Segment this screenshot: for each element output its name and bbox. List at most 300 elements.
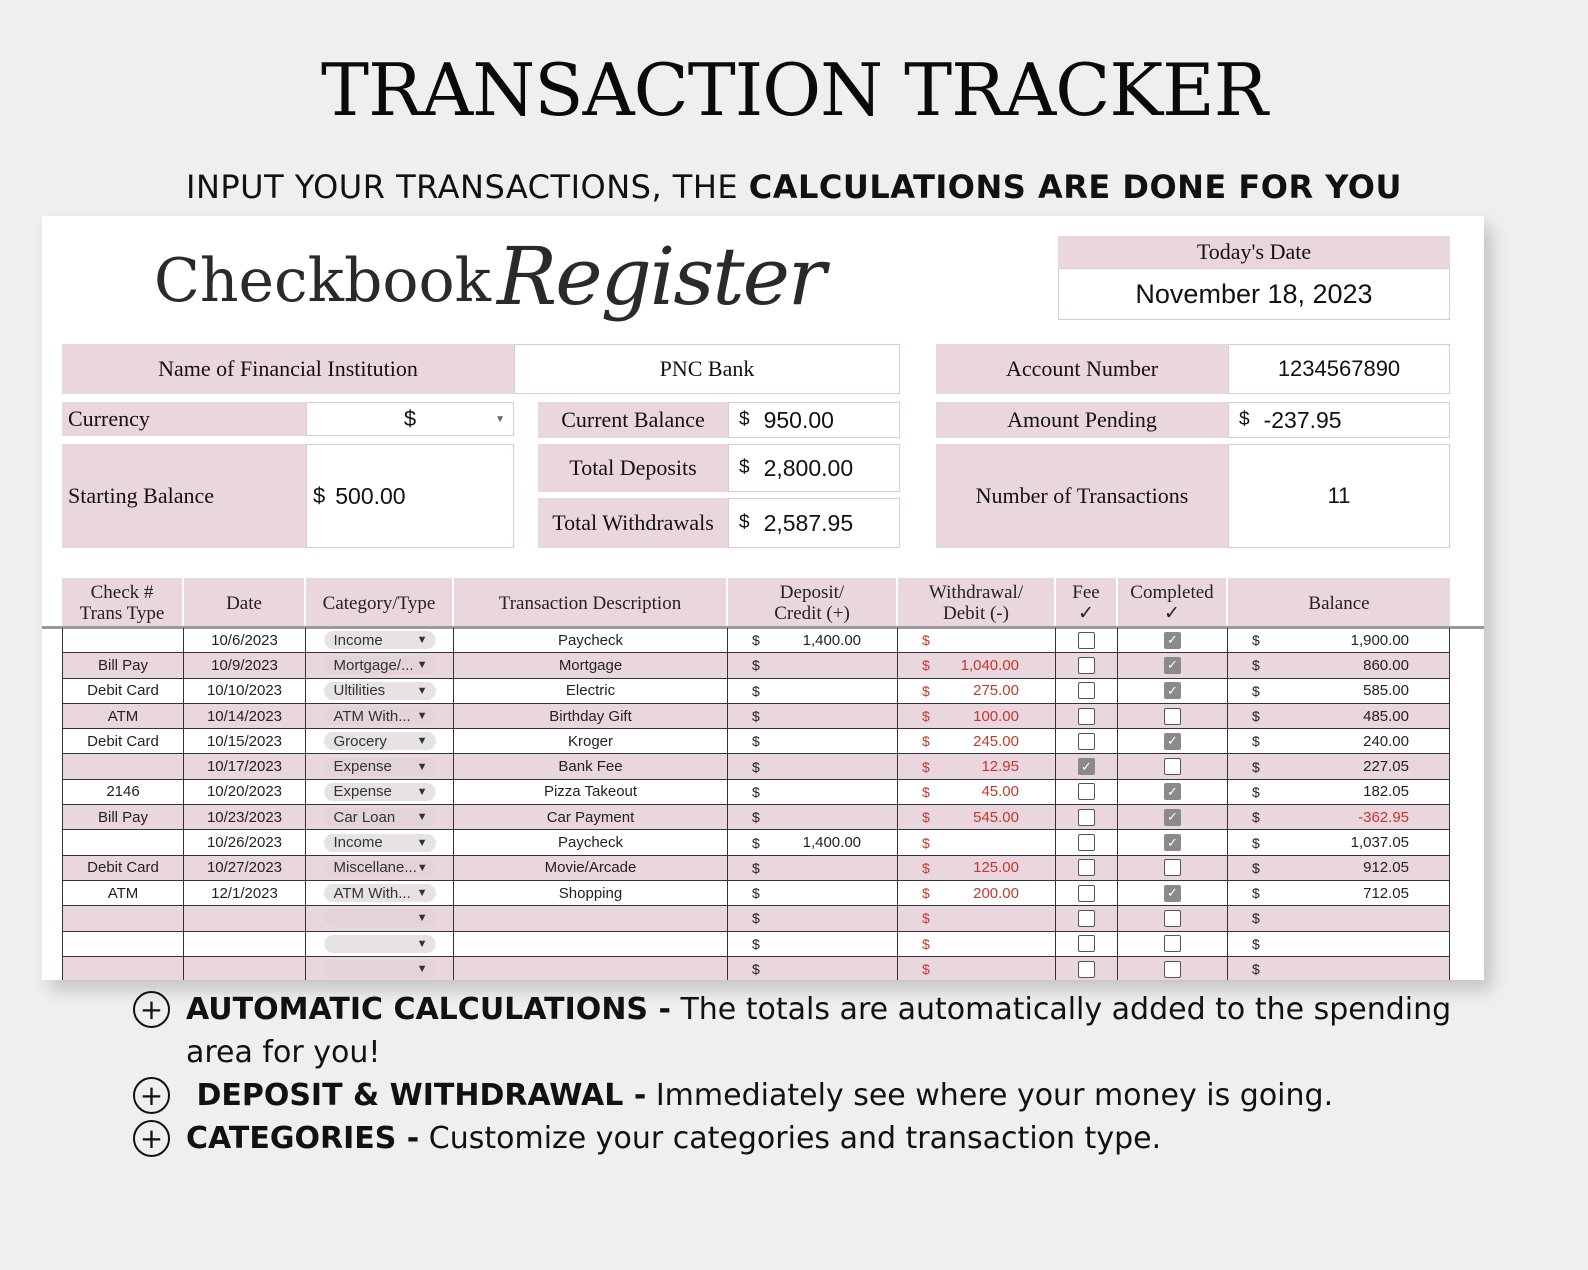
fee-checkbox[interactable]: ✓ (1078, 758, 1095, 775)
currency-symbol: $ (922, 783, 930, 800)
feature-text: The totals are automatically added to the spending area for you! (186, 992, 1452, 1070)
chevron-down-icon: ▼ (495, 413, 505, 425)
withdrawal-value: 12.95 (981, 758, 1019, 776)
currency-symbol: $ (752, 758, 760, 775)
fee-checkbox[interactable] (1078, 834, 1095, 851)
cell-balance[interactable] (1228, 957, 1450, 980)
cell-fee[interactable] (1056, 679, 1118, 703)
fee-checkbox[interactable] (1078, 632, 1095, 649)
current-balance-label: Current Balance (538, 402, 728, 438)
total-withdrawals-value (728, 498, 900, 548)
feature-deposit-withdrawal (133, 1074, 1473, 1117)
cell-completed[interactable] (1118, 932, 1228, 956)
col-withdrawal-line1: Withdrawal/ (928, 582, 1024, 603)
balance-value: 712.05 (1363, 884, 1409, 902)
cell-balance[interactable] (1228, 679, 1450, 703)
currency-symbol: $ (1239, 409, 1250, 430)
chevron-down-icon: ▼ (416, 684, 428, 697)
cell-date[interactable] (184, 679, 306, 703)
date-value: 10/9/2023 (211, 656, 278, 674)
cell-completed[interactable] (1118, 906, 1228, 930)
balance-value: 485.00 (1363, 707, 1409, 725)
cell-category[interactable] (306, 628, 454, 652)
cell-fee[interactable] (1056, 856, 1118, 880)
cell-deposit[interactable] (728, 830, 898, 854)
table-row (62, 856, 1450, 881)
cell-category[interactable] (306, 729, 454, 753)
table-row (62, 805, 1450, 830)
cell-check[interactable] (62, 856, 184, 880)
table-body (62, 628, 1450, 980)
category-dropdown[interactable] (324, 834, 436, 852)
total-withdrawals-label: Total Withdrawals (538, 498, 728, 548)
table-row (62, 653, 1450, 678)
cell-balance[interactable] (1228, 906, 1450, 930)
cell-balance[interactable] (1228, 830, 1450, 854)
withdrawal-value: 275.00 (973, 682, 1019, 700)
cell-fee[interactable] (1056, 881, 1118, 905)
col-date: Date (184, 578, 306, 628)
category-value: Income (333, 631, 383, 649)
currency-symbol: $ (1252, 935, 1260, 952)
cell-deposit[interactable] (728, 856, 898, 880)
currency-symbol: $ (922, 809, 930, 826)
current-balance-value (728, 402, 900, 438)
fee-checkbox[interactable] (1078, 708, 1095, 725)
chevron-down-icon: ▼ (416, 710, 428, 723)
category-dropdown[interactable] (324, 631, 436, 649)
chevron-down-icon: ▼ (416, 836, 428, 849)
cell-check[interactable] (62, 830, 184, 854)
cell-check[interactable] (62, 906, 184, 930)
cell-deposit[interactable] (728, 704, 898, 728)
currency-symbol: $ (752, 657, 760, 674)
withdrawal-value: 1,040.00 (960, 656, 1019, 674)
category-dropdown[interactable] (324, 859, 436, 877)
withdrawal-value: 100.00 (973, 707, 1019, 725)
starting-balance-value[interactable] (306, 444, 514, 548)
cell-date[interactable] (184, 780, 306, 804)
cell-description[interactable] (454, 856, 728, 880)
cell-description[interactable] (454, 628, 728, 652)
cell-category[interactable] (306, 780, 454, 804)
cell-check[interactable] (62, 679, 184, 703)
table-header (62, 578, 1450, 628)
fee-checkbox[interactable] (1078, 733, 1095, 750)
completed-checkbox[interactable] (1164, 758, 1181, 775)
currency-symbol: $ (922, 682, 930, 699)
cell-date[interactable] (184, 881, 306, 905)
plus-circle-icon: + (133, 991, 170, 1028)
cell-fee[interactable] (1056, 906, 1118, 930)
cell-fee[interactable] (1056, 932, 1118, 956)
cell-withdrawal[interactable] (898, 830, 1056, 854)
category-dropdown[interactable] (324, 935, 436, 953)
account-number-label: Account Number (936, 344, 1228, 394)
cell-deposit[interactable] (728, 881, 898, 905)
currency-symbol: $ (752, 733, 760, 750)
feature-bold: DEPOSIT & WITHDRAWAL - (186, 1078, 647, 1113)
cell-completed[interactable] (1118, 729, 1228, 753)
cell-completed[interactable] (1118, 780, 1228, 804)
description-value: Mortgage (558, 656, 623, 674)
fee-checkbox[interactable] (1078, 859, 1095, 876)
category-dropdown[interactable] (324, 884, 436, 902)
currency-symbol: $ (739, 409, 750, 430)
cell-description[interactable] (454, 957, 728, 980)
cell-description[interactable] (454, 754, 728, 778)
fee-checkbox[interactable] (1078, 783, 1095, 800)
currency-symbol: $ (922, 910, 930, 927)
completed-checkbox[interactable]: ✓ (1164, 682, 1181, 699)
category-dropdown[interactable] (324, 909, 436, 927)
category-value: Ultilities (333, 682, 386, 700)
total-deposits-amount: 2,800.00 (763, 454, 854, 481)
col-completed (1118, 578, 1228, 628)
completed-checkbox[interactable]: ✓ (1164, 733, 1181, 750)
cell-category[interactable] (306, 805, 454, 829)
cell-fee[interactable] (1056, 628, 1118, 652)
cell-date[interactable] (184, 932, 306, 956)
cell-completed[interactable] (1118, 679, 1228, 703)
cell-date[interactable] (184, 856, 306, 880)
currency-symbol: $ (922, 733, 930, 750)
cell-balance[interactable] (1228, 754, 1450, 778)
date-value: 10/14/2023 (206, 707, 283, 725)
description-value: Movie/Arcade (544, 859, 637, 877)
cell-balance[interactable] (1228, 704, 1450, 728)
cell-date[interactable] (184, 805, 306, 829)
cell-balance[interactable] (1228, 932, 1450, 956)
balance-value: 227.05 (1363, 758, 1409, 776)
balance-value: 240.00 (1363, 732, 1409, 750)
feature-automatic (133, 988, 1473, 1074)
withdrawal-value: 45.00 (981, 783, 1019, 801)
completed-checkbox[interactable]: ✓ (1164, 834, 1181, 851)
chevron-down-icon: ▼ (416, 735, 428, 748)
completed-checkbox[interactable]: ✓ (1164, 885, 1181, 902)
col-deposit-line2: Credit (+) (774, 603, 850, 624)
cell-fee[interactable] (1056, 830, 1118, 854)
date-value: 10/10/2023 (206, 682, 283, 700)
cell-withdrawal[interactable] (898, 679, 1056, 703)
cell-withdrawal[interactable] (898, 932, 1056, 956)
balance-value: 860.00 (1363, 656, 1409, 674)
cell-balance[interactable] (1228, 780, 1450, 804)
withdrawal-value: 200.00 (973, 884, 1019, 902)
cell-withdrawal[interactable] (898, 628, 1056, 652)
fee-checkbox[interactable] (1078, 935, 1095, 952)
cell-deposit[interactable] (728, 729, 898, 753)
cell-withdrawal[interactable] (898, 906, 1056, 930)
table-row (62, 754, 1450, 779)
fee-checkbox[interactable] (1078, 910, 1095, 927)
currency-symbol: $ (1252, 834, 1260, 851)
fee-checkbox[interactable] (1078, 657, 1095, 674)
feature-bold: AUTOMATIC CALCULATIONS - (186, 992, 671, 1027)
cell-description[interactable] (454, 729, 728, 753)
currency-symbol: $ (1252, 910, 1260, 927)
cell-completed[interactable] (1118, 856, 1228, 880)
cell-check[interactable] (62, 754, 184, 778)
cell-check[interactable] (62, 704, 184, 728)
currency-symbol: $ (922, 657, 930, 674)
cell-completed[interactable] (1118, 754, 1228, 778)
table-row (62, 628, 1450, 653)
currency-symbol: $ (1252, 961, 1260, 977)
completed-checkbox[interactable] (1164, 910, 1181, 927)
col-completed-line1: Completed (1130, 582, 1214, 603)
cell-check[interactable] (62, 932, 184, 956)
deposit-value: 1,400.00 (802, 834, 861, 852)
category-value: Miscellane... (333, 859, 417, 877)
completed-checkbox[interactable] (1164, 708, 1181, 725)
cell-description[interactable] (454, 881, 728, 905)
currency-symbol: $ (922, 885, 930, 902)
todays-date-value[interactable]: November 18, 2023 (1058, 268, 1450, 320)
currency-symbol: $ (1252, 733, 1260, 750)
category-dropdown[interactable] (324, 682, 436, 700)
page-title: TRANSACTION TRACKER (321, 48, 1267, 132)
header-checkbook: Checkbook (154, 246, 492, 316)
amount-pending-amount: -237.95 (1263, 406, 1342, 433)
cell-check[interactable] (62, 805, 184, 829)
currency-symbol: $ (1252, 809, 1260, 826)
cell-check[interactable] (62, 881, 184, 905)
table-row (62, 729, 1450, 754)
cell-balance[interactable] (1228, 653, 1450, 677)
cell-completed[interactable] (1118, 805, 1228, 829)
check-value: Debit Card (87, 682, 159, 700)
cell-check[interactable] (62, 628, 184, 652)
cell-check[interactable] (62, 653, 184, 677)
cell-category[interactable] (306, 653, 454, 677)
currency-symbol: $ (313, 483, 326, 508)
num-transactions-label: Number of Transactions (936, 444, 1228, 548)
cell-category[interactable] (306, 830, 454, 854)
currency-symbol: $ (922, 834, 930, 851)
cell-description[interactable] (454, 679, 728, 703)
institution-label: Name of Financial Institution (62, 344, 514, 394)
num-transactions-value: 11 (1228, 444, 1450, 548)
cell-deposit[interactable] (728, 932, 898, 956)
category-dropdown[interactable] (324, 707, 436, 725)
col-deposit (728, 578, 898, 628)
withdrawal-value: 245.00 (973, 732, 1019, 750)
chevron-down-icon: ▼ (416, 785, 428, 798)
feature-categories (133, 1117, 1473, 1160)
cell-deposit[interactable] (728, 780, 898, 804)
cell-withdrawal[interactable] (898, 729, 1056, 753)
cell-description[interactable] (454, 653, 728, 677)
currency-symbol: $ (752, 809, 760, 826)
description-value: Pizza Takeout (543, 783, 638, 801)
col-description: Transaction Description (454, 578, 728, 628)
currency-value: $ (403, 406, 417, 431)
category-value: Expense (333, 783, 392, 801)
cell-category[interactable] (306, 906, 454, 930)
cell-date[interactable] (184, 830, 306, 854)
chevron-down-icon: ▼ (416, 937, 428, 950)
feature-text: Immediately see where your money is going. (646, 1078, 1334, 1113)
currency-symbol: $ (1252, 708, 1260, 725)
check-value: Bill Pay (97, 656, 149, 674)
cell-check[interactable] (62, 729, 184, 753)
table-row (62, 957, 1450, 980)
cell-description[interactable] (454, 906, 728, 930)
completed-checkbox[interactable] (1164, 961, 1181, 978)
cell-completed[interactable] (1118, 704, 1228, 728)
completed-checkbox[interactable]: ✓ (1164, 632, 1181, 649)
completed-checkbox[interactable]: ✓ (1164, 657, 1181, 674)
check-value: Bill Pay (97, 808, 149, 826)
cell-withdrawal[interactable] (898, 780, 1056, 804)
cell-fee[interactable] (1056, 729, 1118, 753)
category-dropdown[interactable] (324, 732, 436, 750)
cell-category[interactable] (306, 679, 454, 703)
cell-date[interactable] (184, 729, 306, 753)
category-dropdown[interactable] (324, 960, 436, 978)
completed-checkbox[interactable] (1164, 935, 1181, 952)
completed-checkbox[interactable]: ✓ (1164, 809, 1181, 826)
cell-description[interactable] (454, 830, 728, 854)
balance-value: 585.00 (1363, 682, 1409, 700)
completed-checkbox[interactable] (1164, 859, 1181, 876)
account-number-value[interactable]: 1234567890 (1228, 344, 1450, 394)
total-deposits-value (728, 444, 900, 492)
cell-balance[interactable] (1228, 729, 1450, 753)
currency-symbol: $ (1252, 783, 1260, 800)
chevron-down-icon: ▼ (416, 811, 428, 824)
cell-description[interactable] (454, 780, 728, 804)
chevron-down-icon: ▼ (416, 861, 428, 874)
cell-fee[interactable] (1056, 704, 1118, 728)
currency-symbol: $ (922, 632, 930, 649)
cell-deposit[interactable] (728, 679, 898, 703)
deposit-value: 1,400.00 (802, 631, 861, 649)
cell-deposit[interactable] (728, 957, 898, 980)
subtitle-normal: INPUT YOUR TRANSACTIONS, THE (186, 168, 749, 206)
cell-withdrawal[interactable] (898, 653, 1056, 677)
balance-value: 1,900.00 (1350, 631, 1409, 649)
cell-withdrawal[interactable] (898, 805, 1056, 829)
cell-deposit[interactable] (728, 628, 898, 652)
col-fee-check-icon: ✓ (1078, 603, 1094, 624)
cell-withdrawal[interactable] (898, 704, 1056, 728)
category-dropdown[interactable] (324, 808, 436, 826)
cell-fee[interactable] (1056, 957, 1118, 980)
cell-fee[interactable] (1056, 653, 1118, 677)
description-value: Shopping (558, 884, 623, 902)
currency-symbol: $ (752, 632, 760, 649)
cell-withdrawal[interactable] (898, 881, 1056, 905)
category-value: Income (333, 834, 383, 852)
cell-completed[interactable] (1118, 628, 1228, 652)
date-value: 10/15/2023 (206, 732, 283, 750)
currency-symbol: $ (752, 935, 760, 952)
cell-date[interactable] (184, 957, 306, 980)
cell-category[interactable] (306, 704, 454, 728)
cell-withdrawal[interactable] (898, 754, 1056, 778)
cell-description[interactable] (454, 932, 728, 956)
currency-symbol: $ (752, 885, 760, 902)
completed-checkbox[interactable]: ✓ (1164, 783, 1181, 800)
balance-value: -362.95 (1358, 808, 1409, 826)
starting-balance-label: Starting Balance (62, 444, 306, 548)
current-balance-amount: 950.00 (763, 406, 834, 433)
cell-completed[interactable] (1118, 957, 1228, 980)
check-value: ATM (107, 884, 139, 902)
category-dropdown[interactable] (324, 758, 436, 776)
cell-date[interactable] (184, 704, 306, 728)
fee-checkbox[interactable] (1078, 961, 1095, 978)
cell-date[interactable] (184, 653, 306, 677)
currency-symbol: $ (922, 961, 930, 977)
cell-deposit[interactable] (728, 906, 898, 930)
cell-balance[interactable] (1228, 805, 1450, 829)
cell-category[interactable] (306, 932, 454, 956)
cell-completed[interactable] (1118, 653, 1228, 677)
cell-withdrawal[interactable] (898, 957, 1056, 980)
cell-withdrawal[interactable] (898, 856, 1056, 880)
table-row (62, 704, 1450, 729)
cell-balance[interactable] (1228, 881, 1450, 905)
feature-bold: CATEGORIES - (186, 1121, 420, 1156)
description-value: Kroger (567, 732, 614, 750)
description-value: Paycheck (557, 834, 624, 852)
cell-completed[interactable] (1118, 881, 1228, 905)
cell-description[interactable] (454, 805, 728, 829)
cell-deposit[interactable] (728, 653, 898, 677)
fee-checkbox[interactable] (1078, 885, 1095, 902)
cell-balance[interactable] (1228, 856, 1450, 880)
col-fee (1056, 578, 1118, 628)
description-value: Bank Fee (558, 758, 623, 776)
cell-completed[interactable] (1118, 830, 1228, 854)
institution-value[interactable]: PNC Bank (514, 344, 900, 394)
cell-balance[interactable] (1228, 628, 1450, 652)
date-value: 10/26/2023 (206, 834, 283, 852)
fee-checkbox[interactable] (1078, 809, 1095, 826)
fee-checkbox[interactable] (1078, 682, 1095, 699)
cell-category[interactable] (306, 856, 454, 880)
cell-fee[interactable] (1056, 805, 1118, 829)
col-balance: Balance (1228, 578, 1450, 628)
cell-category[interactable] (306, 957, 454, 980)
table-row (62, 679, 1450, 704)
category-dropdown[interactable] (324, 783, 436, 801)
cell-fee[interactable] (1056, 754, 1118, 778)
balance-value: 1,037.05 (1350, 834, 1409, 852)
cell-fee[interactable] (1056, 780, 1118, 804)
cell-category[interactable] (306, 754, 454, 778)
cell-category[interactable] (306, 881, 454, 905)
cell-date[interactable] (184, 906, 306, 930)
currency-symbol: $ (1252, 859, 1260, 876)
cell-check[interactable] (62, 780, 184, 804)
currency-label: Currency (62, 402, 306, 436)
table-row (62, 932, 1450, 957)
cell-date[interactable] (184, 754, 306, 778)
date-value: 10/20/2023 (206, 783, 283, 801)
category-dropdown[interactable] (324, 656, 436, 674)
cell-check[interactable] (62, 957, 184, 980)
cell-description[interactable] (454, 704, 728, 728)
currency-select[interactable] (306, 402, 514, 436)
cell-deposit[interactable] (728, 754, 898, 778)
cell-date[interactable] (184, 628, 306, 652)
cell-deposit[interactable] (728, 805, 898, 829)
